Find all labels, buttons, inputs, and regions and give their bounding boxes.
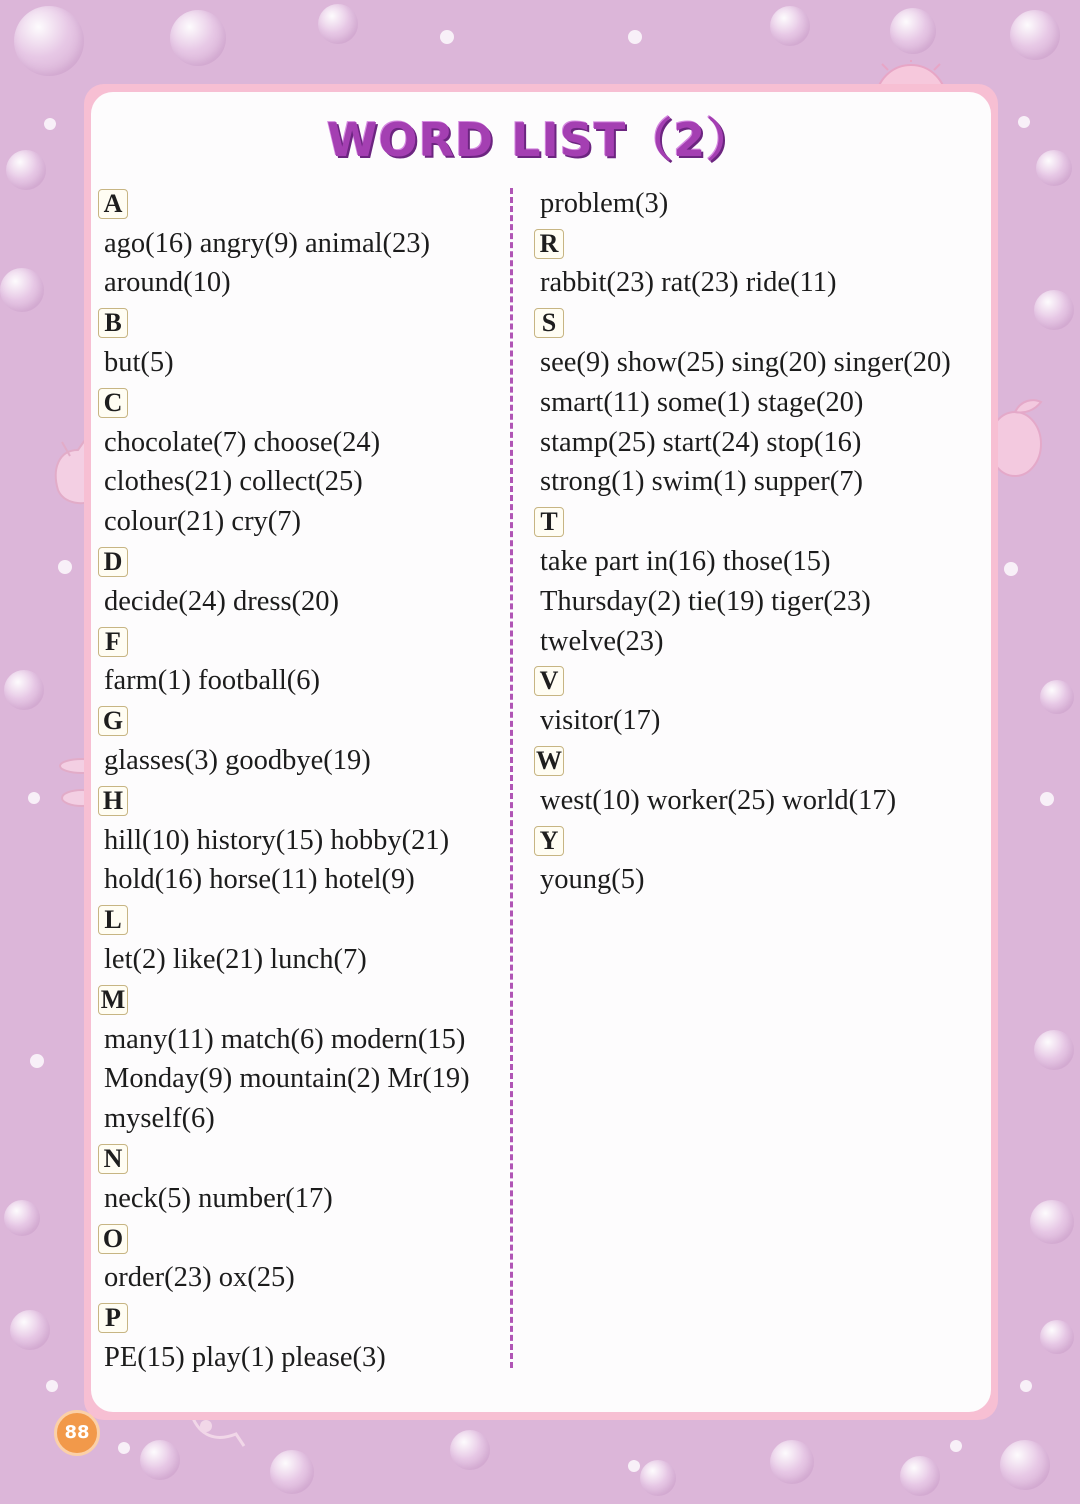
word-entry: visitor(17) — [540, 705, 661, 737]
word-entry-row — [98, 861, 503, 901]
word-entry: colour(21) cry(7) — [104, 506, 302, 538]
word-entry: decide(24) dress(20) — [104, 585, 340, 617]
word-entry: smart(11) some(1) stage(20) — [540, 386, 864, 418]
letter-heading-row — [534, 821, 984, 861]
word-entry-row — [534, 383, 984, 423]
word-entry: but(5) — [104, 347, 174, 379]
left-word-column — [98, 184, 503, 1378]
word-entry-row — [98, 423, 503, 463]
letter-heading: F — [98, 627, 128, 657]
letter-heading: M — [98, 985, 128, 1015]
word-entry: twelve(23) — [540, 625, 664, 657]
letter-heading-row — [98, 781, 503, 821]
word-entry: take part in(16) those(15) — [540, 546, 831, 578]
word-entry-row — [534, 343, 984, 383]
letter-heading: D — [98, 547, 128, 577]
letter-heading: G — [98, 706, 128, 736]
letter-heading-row — [98, 1139, 503, 1179]
word-entry-row — [98, 1060, 503, 1100]
word-entry-row — [98, 264, 503, 304]
letter-heading-row — [534, 303, 984, 343]
word-entry: hold(16) horse(11) hotel(9) — [104, 864, 415, 896]
word-entry-row — [98, 1338, 503, 1378]
column-divider — [510, 188, 513, 1368]
word-entry-row — [98, 582, 503, 622]
letter-heading: N — [98, 1144, 128, 1174]
letter-heading: A — [98, 189, 128, 219]
word-entry: farm(1) football(6) — [104, 665, 321, 697]
word-entry-row — [534, 184, 984, 224]
word-entry: hill(10) history(15) hobby(21) — [104, 824, 450, 856]
word-entry: glasses(3) goodbye(19) — [104, 745, 371, 777]
word-entry-row — [98, 1020, 503, 1060]
word-entry: around(10) — [104, 267, 231, 299]
word-entry: see(9) show(25) sing(20) singer(20) — [540, 347, 951, 379]
word-entry: PE(15) play(1) please(3) — [104, 1342, 386, 1373]
word-entry-row — [98, 1179, 503, 1219]
letter-heading: L — [98, 905, 128, 935]
word-entry-row — [534, 264, 984, 304]
word-entry: young(5) — [540, 864, 645, 896]
word-entry: many(11) match(6) modern(15) — [104, 1023, 466, 1055]
letter-heading: C — [98, 388, 128, 418]
word-entry-row — [534, 582, 984, 622]
letter-heading-row — [98, 980, 503, 1020]
letter-heading: T — [534, 507, 564, 537]
letter-heading: W — [536, 746, 562, 776]
letter-heading: H — [98, 786, 128, 816]
letter-heading-row — [98, 383, 503, 423]
right-word-column — [534, 184, 984, 900]
word-entry: let(2) like(21) lunch(7) — [104, 944, 367, 976]
word-entry: ago(16) angry(9) animal(23) — [104, 227, 431, 259]
letter-heading-row — [98, 184, 503, 224]
letter-heading: Y — [534, 826, 564, 856]
word-entry: order(23) ox(25) — [104, 1262, 295, 1294]
word-entry-row — [98, 343, 503, 383]
word-entry: neck(5) number(17) — [104, 1182, 333, 1214]
letter-heading: R — [534, 229, 564, 259]
word-entry-row — [534, 781, 984, 821]
letter-heading: S — [534, 308, 564, 338]
word-entry-row — [98, 224, 503, 264]
page-number-badge: 88 — [54, 1410, 100, 1456]
word-entry: stamp(25) start(24) stop(16) — [540, 426, 862, 458]
letter-heading-row — [534, 741, 984, 781]
word-entry: west(10) worker(25) world(17) — [540, 784, 897, 816]
letter-heading-row — [534, 662, 984, 702]
word-entry: myself(6) — [104, 1103, 215, 1135]
word-entry-row — [98, 1259, 503, 1299]
word-entry: clothes(21) collect(25) — [104, 466, 363, 498]
word-entry: problem(3) — [540, 187, 669, 219]
word-entry-row — [98, 662, 503, 702]
letter-heading-row — [98, 1298, 503, 1338]
page-title: WORD LIST（2） — [326, 113, 754, 167]
letter-heading-row — [98, 1219, 503, 1259]
letter-heading-row — [98, 701, 503, 741]
letter-heading-row — [98, 303, 503, 343]
word-entry-row — [98, 463, 503, 503]
letter-heading: O — [98, 1224, 128, 1254]
word-entry-row — [534, 463, 984, 503]
word-entry: Thursday(2) tie(19) tiger(23) — [540, 585, 871, 617]
word-entry-row — [98, 821, 503, 861]
letter-heading-row — [98, 622, 503, 662]
letter-heading-row — [98, 542, 503, 582]
letter-heading-row — [98, 900, 503, 940]
word-entry-row — [98, 940, 503, 980]
word-entry-row — [98, 741, 503, 781]
letter-heading-row — [534, 502, 984, 542]
letter-heading: P — [98, 1303, 128, 1333]
letter-heading: B — [98, 308, 128, 338]
word-entry-row — [534, 861, 984, 901]
letter-heading-row — [534, 224, 984, 264]
word-entry: rabbit(23) rat(23) ride(11) — [540, 267, 837, 299]
word-entry-row — [534, 542, 984, 582]
word-entry-row — [534, 622, 984, 662]
word-entry-row — [98, 502, 503, 542]
word-entry-row — [98, 1099, 503, 1139]
letter-heading: V — [534, 666, 564, 696]
word-entry-row — [534, 423, 984, 463]
word-entry: chocolate(7) choose(24) — [104, 426, 381, 458]
word-entry: strong(1) swim(1) supper(7) — [540, 466, 863, 498]
word-entry-row — [534, 701, 984, 741]
word-entry: Monday(9) mountain(2) Mr(19) — [104, 1063, 470, 1095]
